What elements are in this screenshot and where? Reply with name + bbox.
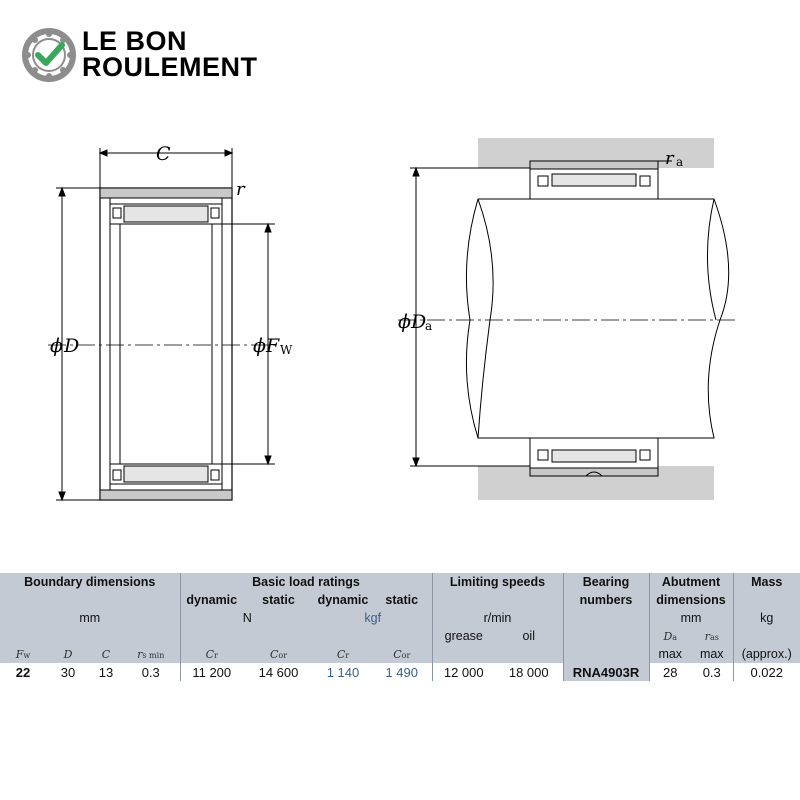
cell-rsmin: 0.3 [122, 663, 180, 681]
header-boundary: Boundary dimensions [0, 573, 180, 591]
cell-bearing-number: RNA4903R [563, 663, 649, 681]
cell-fw: 22 [0, 663, 46, 681]
label-da: D [411, 311, 427, 333]
header-load: Basic load ratings [180, 573, 432, 591]
label-max-da: max [658, 647, 683, 661]
logo-line-2: ROULEMENT [82, 52, 258, 82]
brand-logo [22, 26, 302, 84]
cell-grease: 12 000 [432, 663, 495, 681]
unit-mm: mm [0, 609, 180, 627]
label-corner-ra: r [665, 148, 674, 169]
label-phi-d: ϕ [50, 335, 63, 357]
sub-static-n: static [262, 593, 295, 607]
cell-da: 28 [649, 663, 691, 681]
table-row [0, 663, 800, 681]
sub-dynamic-n: dynamic [186, 593, 238, 607]
header-mass: Mass [751, 575, 783, 589]
label-corner-sub-a: a [676, 155, 684, 169]
label-width-c: C [156, 143, 171, 165]
unit-n: N [242, 611, 252, 625]
symbol-cr-n: Cr [205, 648, 218, 661]
cell-c: 13 [90, 663, 122, 681]
header-speeds: Limiting speeds [432, 573, 563, 591]
label-da-sub: a [425, 319, 433, 333]
sub-dynamic-kgf: dynamic [317, 593, 369, 607]
label-max-ras: max [691, 645, 733, 663]
label-phi-fw: ϕ [253, 335, 266, 357]
label-grease: grease [444, 629, 483, 643]
sub-static-kgf: static [372, 591, 432, 609]
symbol-da: Da [663, 630, 678, 643]
cell-cor-n: 14 600 [243, 663, 314, 681]
cell-cr-n: 11 200 [180, 663, 243, 681]
unit-kg: kg [760, 611, 774, 625]
symbol-rsmin: rs min [122, 645, 180, 663]
cell-cor-kgf: 1 490 [372, 663, 432, 681]
label-oil: oil [495, 627, 563, 645]
symbol-cor-kgf: Cor [372, 645, 432, 663]
unit-kgf: kgf [314, 609, 432, 627]
label-phi-da: ϕ [398, 311, 411, 333]
symbol-cor-n: Cor [269, 648, 288, 661]
cell-ras: 0.3 [691, 663, 733, 681]
label-outer-d: D [64, 335, 80, 357]
symbol-cr-kgf: Cr [336, 648, 350, 661]
label-inner-f: F [266, 335, 280, 357]
symbol-c: C [101, 648, 111, 661]
bearing-drawing [0, 100, 800, 560]
label-approx: (approx.) [741, 647, 792, 661]
bearing-check-icon [22, 28, 78, 84]
unit-rmin: r/min [432, 609, 563, 627]
cell-oil: 18 000 [495, 663, 563, 681]
header-bearing-numbers: numbers [563, 591, 649, 609]
header-abutment: Abutment [649, 573, 733, 591]
right-mounting-section [398, 138, 736, 500]
label-inner-sub-w: W [280, 343, 293, 357]
unit-abut-mm: mm [649, 609, 733, 627]
cell-mass: 0.022 [733, 663, 800, 681]
symbol-ras: ras [691, 627, 733, 645]
cell-d: 30 [46, 663, 90, 681]
label-corner-r: r [236, 179, 245, 200]
left-bearing-section [48, 148, 280, 500]
header-bearing: Bearing [563, 573, 649, 591]
spec-table [0, 573, 800, 681]
symbol-d: D [63, 648, 73, 661]
symbol-fw: Fw [15, 648, 31, 661]
logo-line-1: LE BON [82, 26, 188, 56]
cell-cr-kgf: 1 140 [314, 663, 372, 681]
header-abutment-dimensions: dimensions [649, 591, 733, 609]
